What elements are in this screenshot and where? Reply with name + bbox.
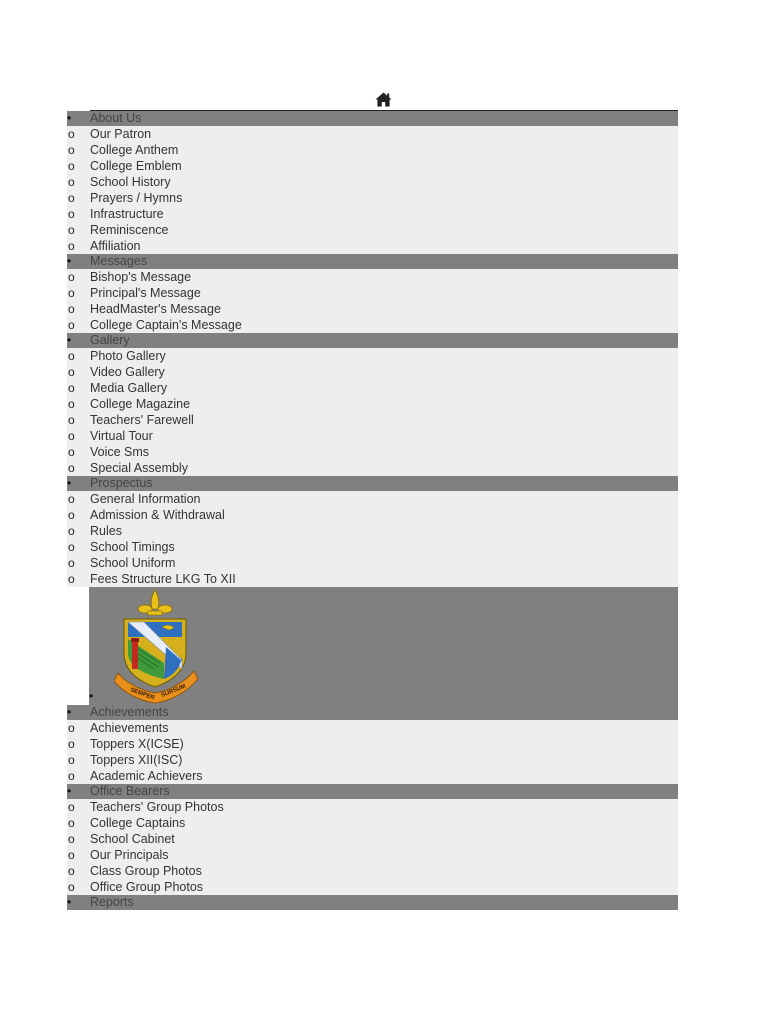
section-bullet: • [67,784,72,798]
svg-text:SEMPER: SEMPER [129,687,156,702]
section-label: Gallery [90,333,130,347]
item-label: Academic Achievers [90,769,203,783]
item-marker: o [68,540,75,554]
item-label: Voice Sms [90,445,150,459]
section-bullet: • [67,705,72,719]
submenu-item-school-history[interactable] [67,174,678,190]
item-label: College Magazine [90,397,191,411]
item-marker: o [68,286,75,300]
submenu-gallery [67,348,678,476]
submenu-item-photo-gallery[interactable] [67,348,678,364]
item-label: Affiliation [90,239,141,253]
submenu-item-our-principals[interactable] [67,847,678,863]
item-marker: o [68,524,75,538]
item-label: HeadMaster's Message [90,302,221,316]
submenu-item-academic-achievers[interactable] [67,768,678,784]
item-label: Reminiscence [90,223,169,237]
menu-section-reports [67,895,678,910]
section-bullet: • [67,895,72,909]
menu-section-about-us [67,111,678,254]
item-label: Teachers' Farewell [90,413,194,427]
emblem-gap [67,587,89,705]
emblem-block [67,587,678,705]
item-marker: o [68,753,75,767]
menu-header-achievements[interactable] [67,705,678,720]
item-marker: o [68,381,75,395]
item-label: Photo Gallery [90,349,166,363]
submenu-item-teachers-farewell[interactable] [67,412,678,428]
item-label: Prayers / Hymns [90,191,183,205]
item-label: College Anthem [90,143,179,157]
menu-logo-item [67,587,678,705]
item-marker: o [68,800,75,814]
submenu-item-principals-message[interactable] [67,285,678,301]
submenu-item-achievements[interactable] [67,720,678,736]
item-marker: o [68,492,75,506]
section-bullet: • [67,476,72,490]
item-label: College Captain's Message [90,318,242,332]
submenu-item-college-captains[interactable] [67,815,678,831]
menu-header-messages[interactable] [67,254,678,269]
item-label: Achievements [90,721,169,735]
submenu-item-prayers-hymns[interactable] [67,190,678,206]
item-marker: o [68,556,75,570]
item-marker: o [68,572,75,586]
menu-header-prospectus[interactable] [67,476,678,491]
item-marker: o [68,270,75,284]
section-label: Prospectus [90,476,153,490]
item-marker: o [68,302,75,316]
item-label: School Cabinet [90,832,175,846]
item-label: Teachers' Group Photos [90,800,224,814]
section-label: About Us [90,111,142,125]
item-marker: o [68,461,75,475]
submenu-item-teachers-group-photos[interactable] [67,799,678,815]
item-label: Our Patron [90,127,152,141]
item-label: Principal's Message [90,286,201,300]
submenu-item-office-group-photos[interactable] [67,879,678,895]
submenu-item-class-group-photos[interactable] [67,863,678,879]
submenu-item-rules[interactable] [67,523,678,539]
item-marker: o [68,429,75,443]
item-label: Video Gallery [90,365,165,379]
section-bullet: • [67,254,72,268]
item-label: Toppers XII(ISC) [90,753,183,767]
submenu-item-college-magazine[interactable] [67,396,678,412]
menu-section-messages [67,254,678,333]
submenu-item-bishops-message[interactable] [67,269,678,285]
submenu-office-bearers [67,799,678,895]
item-label: Media Gallery [90,381,168,395]
item-marker: o [68,832,75,846]
menu-section-achievements [67,705,678,784]
item-marker: o [68,318,75,332]
emblem-bullet: • [89,689,94,703]
item-label: College Emblem [90,159,182,173]
item-marker: o [68,365,75,379]
item-marker: o [68,223,75,237]
menu-header-reports[interactable] [67,895,678,910]
submenu-item-our-patron[interactable] [67,126,678,142]
item-label: Toppers X(ICSE) [90,737,184,751]
submenu-item-reminiscence[interactable] [67,222,678,238]
item-label: Bishop's Message [90,270,192,284]
item-label: Special Assembly [90,461,188,475]
submenu-item-school-timings[interactable] [67,539,678,555]
item-marker: o [68,413,75,427]
item-label: School Timings [90,540,175,554]
section-bullet: • [67,111,72,125]
item-marker: o [68,737,75,751]
college-emblem-logo[interactable] [114,587,200,705]
item-label: Admission & Withdrawal [90,508,225,522]
item-label: School History [90,175,171,189]
home-icon[interactable] [375,92,392,107]
item-label: Our Principals [90,848,169,862]
submenu-about-us [67,126,678,254]
item-label: Infrastructure [90,207,164,221]
item-marker: o [68,880,75,894]
section-bullet: • [67,333,72,347]
submenu-item-toppers-isc[interactable] [67,752,678,768]
item-label: Rules [90,524,122,538]
submenu-item-infrastructure[interactable] [67,206,678,222]
section-label: Achievements [90,705,169,719]
item-marker: o [68,508,75,522]
menu-section-gallery [67,333,678,476]
submenu-item-college-anthem[interactable] [67,142,678,158]
item-label: Fees Structure LKG To XII [90,572,236,586]
submenu-item-special-assembly[interactable] [67,460,678,476]
submenu-item-admission-withdrawal[interactable] [67,507,678,523]
item-label: Virtual Tour [90,429,153,443]
item-marker: o [68,397,75,411]
item-label: College Captains [90,816,186,830]
section-label: Reports [90,895,134,909]
item-label: Office Group Photos [90,880,204,894]
item-label: School Uniform [90,556,176,570]
item-marker: o [68,191,75,205]
submenu-achievements [67,720,678,784]
menu-header-gallery[interactable] [67,333,678,348]
menu-section-office-bearers [67,784,678,895]
item-marker: o [68,159,75,173]
submenu-item-virtual-tour[interactable] [67,428,678,444]
item-marker: o [68,143,75,157]
item-marker: o [68,207,75,221]
item-marker: o [68,239,75,253]
main-menu [67,111,678,910]
item-marker: o [68,721,75,735]
submenu-prospectus [67,491,678,587]
submenu-item-school-cabinet[interactable] [67,831,678,847]
submenu-item-school-uniform[interactable] [67,555,678,571]
item-label: Class Group Photos [90,864,202,878]
item-marker: o [68,816,75,830]
item-marker: o [68,848,75,862]
submenu-messages [67,269,678,333]
submenu-item-toppers-icse[interactable] [67,736,678,752]
item-marker: o [68,769,75,783]
section-label: Messages [90,254,147,268]
menu-section-prospectus [67,476,678,587]
submenu-item-college-captains-message[interactable] [67,317,678,333]
submenu-item-affiliation[interactable] [67,238,678,254]
submenu-item-voice-sms[interactable] [67,444,678,460]
submenu-item-video-gallery[interactable] [67,364,678,380]
item-marker: o [68,127,75,141]
menu-header-about-us[interactable] [67,111,678,126]
submenu-item-media-gallery[interactable] [67,380,678,396]
item-label: General Information [90,492,201,506]
submenu-item-college-emblem[interactable] [67,158,678,174]
submenu-item-fees-structure[interactable] [67,571,678,587]
item-marker: o [68,445,75,459]
submenu-item-general-information[interactable] [67,491,678,507]
submenu-item-headmasters-message[interactable] [67,301,678,317]
menu-header-office-bearers[interactable] [67,784,678,799]
item-marker: o [68,175,75,189]
item-marker: o [68,349,75,363]
section-label: Office Bearers [90,784,170,798]
svg-text:SURSUM: SURSUM [160,683,187,699]
item-marker: o [68,864,75,878]
